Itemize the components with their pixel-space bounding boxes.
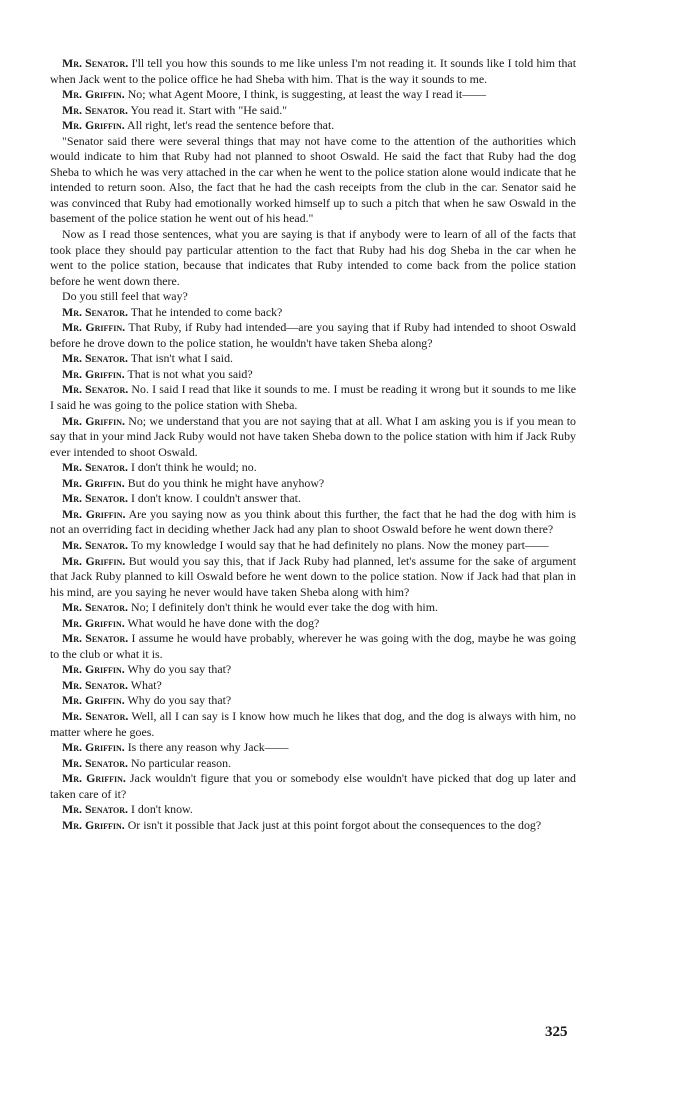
transcript-paragraph (50, 460, 576, 476)
transcript-paragraph (50, 802, 576, 818)
paragraph-text: Well, all I can say is I know how much he likes that dog, and the dog is always with him, no matter where he goes. (50, 708, 576, 739)
speaker-name: Mr. Griffin. (62, 817, 125, 832)
speaker-name: Mr. Senator. (62, 755, 129, 770)
paragraph-text: I don't know. I couldn't answer that. (128, 491, 301, 506)
speaker-name: Mr. Senator. (62, 600, 129, 615)
transcript-paragraph (50, 134, 576, 227)
speaker-name: Mr. Griffin. (62, 320, 126, 335)
paragraph-text: Do you still feel that way? (62, 289, 188, 304)
transcript-paragraph (50, 600, 576, 616)
paragraph-text: All right, let's read the sentence before that. (124, 118, 335, 133)
speaker-name: Mr. Senator. (62, 382, 129, 397)
paragraph-text: No; what Agent Moore, I think, is suggesting, at least the way I read it—— (124, 87, 487, 102)
speaker-name: Mr. Griffin. (62, 87, 125, 102)
speaker-name: Mr. Senator. (62, 460, 129, 475)
transcript-paragraph (50, 351, 576, 367)
speaker-name: Mr. Senator. (62, 56, 129, 70)
transcript-paragraph (50, 631, 576, 662)
page-number: 325 (545, 1024, 568, 1040)
paragraph-text: No; we understand that you are not saying that at all. What I am asking you is if you mean to say that in your mind Jack Ruby would not have taken Sheba down to the police station with him if Jack Ruby ever intended to shoot Oswald. (50, 413, 576, 459)
transcript-paragraph (50, 554, 576, 601)
paragraph-text: No particular reason. (128, 755, 232, 770)
speaker-name: Mr. Senator. (62, 631, 129, 646)
transcript-paragraph (50, 320, 576, 351)
paragraph-text: What would he have done with the dog? (124, 615, 320, 630)
speaker-name: Mr. Griffin. (62, 693, 125, 708)
paragraph-text: What? (128, 677, 162, 692)
paragraph-text: I assume he would have probably, wherever he was going with the dog, maybe he was going to the club or what it is. (50, 631, 576, 661)
paragraph-text: But do you think he might have anyhow? (124, 475, 325, 490)
speaker-name: Mr. Griffin. (62, 475, 125, 490)
transcript-paragraph (50, 382, 576, 413)
transcript-paragraph (50, 709, 576, 740)
paragraph-text: Or isn't it possible that Jack just at this point forgot about the consequences to the dog? (124, 817, 542, 832)
paragraph-text: That isn't what I said. (128, 351, 233, 366)
transcript-paragraph (50, 771, 576, 802)
paragraph-text: Are you saying now as you think about this further, the fact that he had the dog with him is not an overriding fact in deciding whether Jack had any plan to shoot Oswald before he went down there? (50, 506, 576, 537)
paragraph-text: "Senator said there were several things that may not have come to the attention of the authorities which would indicate to him that Ruby had not planned to shoot Oswald. He said the fact that Ruby had the dog Sheba to which he was very attached in the car when he went to the police station alone would indicate that he intended to return soon. Also, the fact that he had the cash receipts from the club in the car. Senator said he was convinced that Ruby had emotionally worked himself up to such a pitch that when he saw Oswald in the basement of the police station he went out of his head." (50, 133, 576, 226)
paragraph-text: Why do you say that? (124, 693, 232, 708)
transcript-paragraph (50, 678, 576, 694)
speaker-name: Mr. Griffin. (62, 118, 125, 133)
transcript-paragraph (50, 118, 576, 134)
transcript-paragraph (50, 289, 576, 305)
speaker-name: Mr. Griffin. (62, 553, 126, 568)
transcript-paragraph (50, 367, 576, 383)
transcript-paragraph (50, 756, 576, 772)
paragraph-text: That he intended to come back? (128, 304, 283, 319)
paragraph-text: No. I said I read that like it sounds to me. I must be reading it wrong but it sounds to me like I said he was going to the police station with Sheba. (50, 382, 576, 413)
paragraph-text: I don't think he would; no. (128, 460, 257, 475)
speaker-name: Mr. Senator. (62, 102, 129, 117)
speaker-name: Mr. Senator. (62, 537, 129, 552)
transcript-paragraph (50, 56, 576, 87)
transcript-paragraph (50, 103, 576, 119)
paragraph-text: Now as I read those sentences, what you are saying is that if anybody were to learn of all of the facts that took place they should pay particular attention to the fact that Ruby had his dog Sheba in the car when he went to the police station, because that indicates that Ruby intended to come back from the police station before he went down there. (50, 227, 576, 288)
speaker-name: Mr. Griffin. (62, 366, 125, 381)
transcript-paragraph (50, 476, 576, 492)
paragraph-text: But would you say this, that if Jack Ruby had planned, let's assume for the sake of argument that Jack Ruby planned to kill Oswald before he went down to the police station. Now if Jack had that plan in his mind, are you saying he never would have taken Sheba along with him? (50, 553, 576, 599)
speaker-name: Mr. Senator. (62, 708, 129, 723)
transcript-paragraph (50, 87, 576, 103)
paragraph-text: That is not what you said? (124, 366, 253, 381)
speaker-name: Mr. Senator. (62, 677, 129, 692)
speaker-name: Mr. Senator. (62, 351, 129, 366)
speaker-name: Mr. Griffin. (62, 506, 126, 521)
transcript-paragraph (50, 693, 576, 709)
transcript-paragraph (50, 491, 576, 507)
transcript-paragraph (50, 305, 576, 321)
transcript-paragraph (50, 616, 576, 632)
paragraph-text: To my knowledge I would say that he had definitely no plans. Now the money part—— (128, 537, 549, 552)
paragraph-text: No; I definitely don't think he would ever take the dog with him. (128, 600, 438, 615)
paragraph-text: I'll tell you how this sounds to me like unless I'm not reading it. It sounds like I told him that when Jack went to the police office he had Sheba with him. That is the way it sounds to me. (50, 56, 576, 86)
paragraph-text: Jack wouldn't figure that you or somebody else wouldn't have picked that dog up later and taken care of it? (50, 771, 576, 801)
transcript-paragraph (50, 538, 576, 554)
paragraph-text: Is there any reason why Jack—— (124, 740, 289, 755)
paragraph-text: Why do you say that? (124, 662, 232, 677)
transcript-paragraph (50, 227, 576, 289)
paragraph-text: You read it. Start with "He said." (128, 102, 288, 117)
speaker-name: Mr. Griffin. (62, 615, 125, 630)
transcript-body (50, 56, 576, 833)
transcript-paragraph (50, 818, 576, 834)
speaker-name: Mr. Senator. (62, 491, 129, 506)
speaker-name: Mr. Griffin. (62, 413, 126, 428)
speaker-name: Mr. Griffin. (62, 740, 125, 755)
speaker-name: Mr. Senator. (62, 304, 129, 319)
speaker-name: Mr. Griffin. (62, 771, 126, 786)
speaker-name: Mr. Senator. (62, 802, 129, 817)
paragraph-text: I don't know. (128, 802, 193, 817)
transcript-paragraph (50, 414, 576, 461)
transcript-paragraph (50, 740, 576, 756)
transcript-paragraph (50, 662, 576, 678)
transcript-paragraph (50, 507, 576, 538)
paragraph-text: That Ruby, if Ruby had intended—are you saying that if Ruby had intended to shoot Oswald before he drove down to the police station, he wouldn't have taken Sheba along? (50, 320, 576, 350)
speaker-name: Mr. Griffin. (62, 662, 125, 677)
